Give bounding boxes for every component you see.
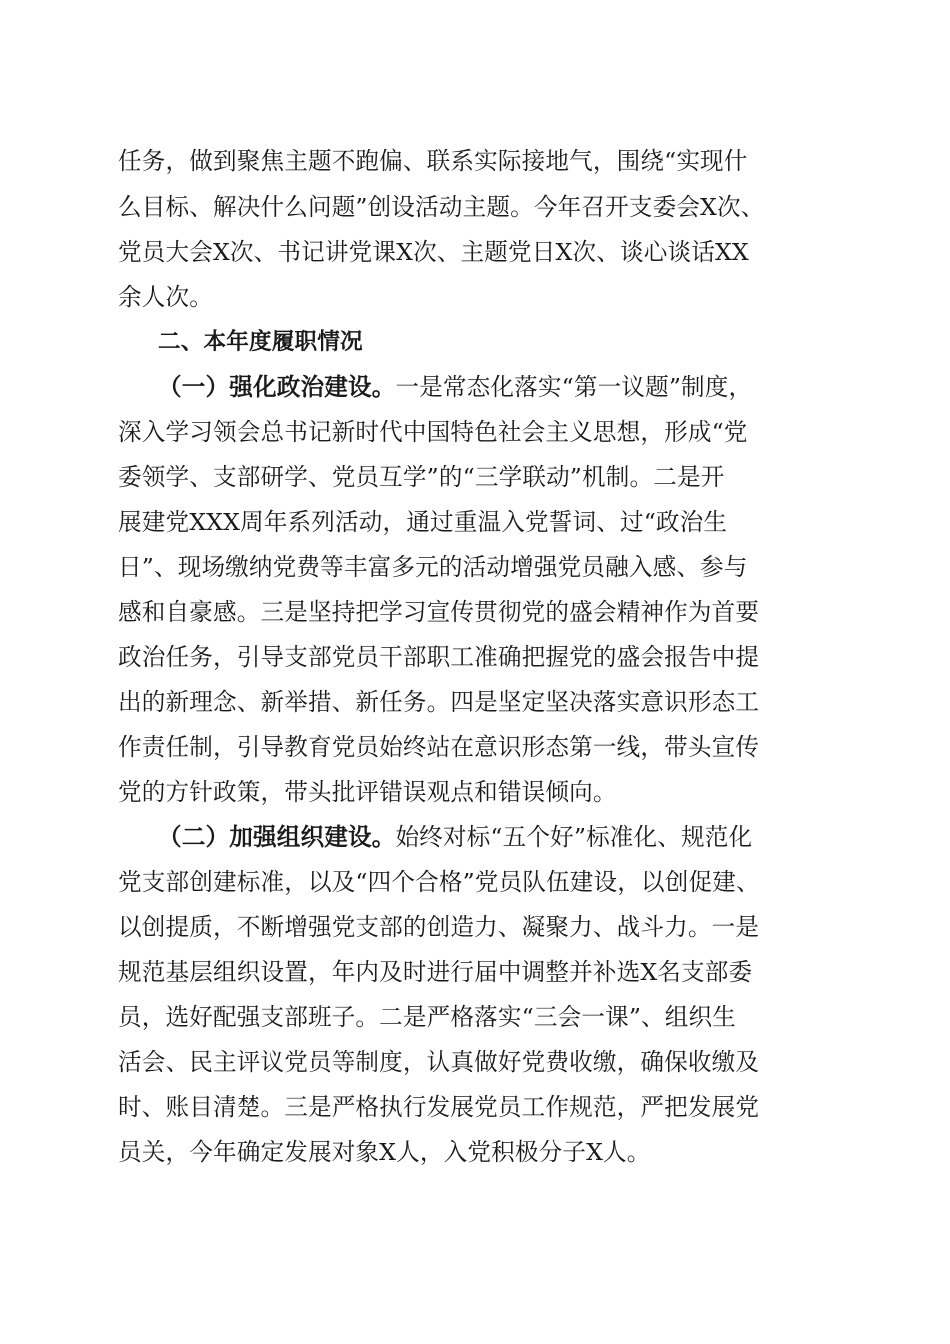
para1-line-8: 出的新理念、新举措、新任务。四是坚定坚决落实意识形态工 <box>118 688 760 716</box>
para2-line-5: 员，选好配强支部班子。二是严格落实“三会一课”、组织生 <box>118 1003 737 1031</box>
para1-line-9: 作责任制，引导教育党员始终站在意识形态第一线，带头宣传 <box>118 733 760 761</box>
para2-line-8: 员关，今年确定发展对象X人，入党积极分子X人。 <box>118 1138 651 1166</box>
para2-lead-heading: （二）加强组织建设。 <box>158 823 396 851</box>
para2-line-6: 活会、民主评议党员等制度，认真做好党费收缴，确保收缴及 <box>118 1048 760 1076</box>
para1-line-4: 展建党XXX周年系列活动，通过重温入党誓词、过“政治生 <box>118 508 728 536</box>
para1-lead-heading: （一）强化政治建设。 <box>158 373 396 401</box>
para1-line-1 <box>158 372 752 402</box>
para1-line-6: 感和自豪感。三是坚持把学习宣传贯彻党的盛会精神作为首要 <box>118 598 760 626</box>
intro-line-1: 任务，做到聚焦主题不跑偏、联系实际接地气，围绕“实现什 <box>118 147 748 175</box>
intro-line-4: 余人次。 <box>118 283 213 311</box>
para1-line-1-text: 一是常态化落实“第一议题”制度， <box>395 373 753 401</box>
section-heading: 二、本年度履职情况 <box>158 329 363 355</box>
para1-line-3: 委领学、支部研学、党员互学”的“三学联动”机制。二是开 <box>118 463 725 491</box>
para2-line-1 <box>158 822 752 852</box>
intro-line-2: 么目标、解决什么问题”创设活动主题。今年召开支委会X次、 <box>118 193 765 221</box>
para2-line-3: 以创提质，不断增强党支部的创造力、凝聚力、战斗力。一是 <box>118 913 760 941</box>
para2-line-4: 规范基层组织设置，年内及时进行届中调整并补选X名支部委 <box>118 958 753 986</box>
para1-line-5: 日”、现场缴纳党费等丰富多元的活动增强党员融入感、参与 <box>118 553 748 581</box>
para1-line-2: 深入学习领会总书记新时代中国特色社会主义思想，形成“党 <box>118 418 748 446</box>
para1-line-10: 党的方针政策，带头批评错误观点和错误倾向。 <box>118 778 617 806</box>
para2-line-7: 时、账目清楚。三是严格执行发展党员工作规范，严把发展党 <box>118 1093 760 1121</box>
para2-line-2: 党支部创建标准，以及“四个合格”党员队伍建设，以创促建、 <box>118 868 760 896</box>
para1-line-7: 政治任务，引导支部党员干部职工准确把握党的盛会报告中提 <box>118 643 760 671</box>
para2-line-1-text: 始终对标“五个好”标准化、规范化 <box>395 823 753 851</box>
intro-line-3: 党员大会X次、书记讲党课X次、主题党日X次、谈心谈话XX <box>118 238 749 266</box>
